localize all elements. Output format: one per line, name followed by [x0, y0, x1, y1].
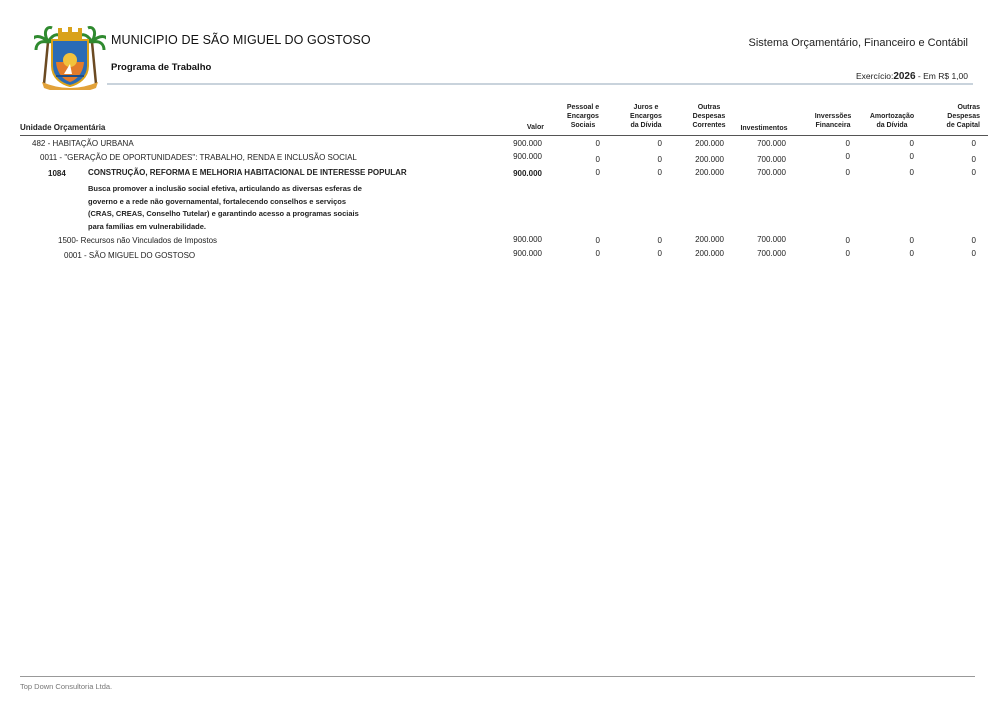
- col-header-juros: Juros e Encargos da Dívida: [630, 104, 662, 129]
- cell-juros: 0: [657, 249, 662, 258]
- cell-pessoal: 0: [595, 155, 600, 164]
- cell-pessoal: 0: [595, 168, 600, 177]
- cell-investimentos: 700.000: [757, 155, 786, 164]
- cell-inversoes: 0: [845, 236, 850, 245]
- cell-inversoes: 0: [845, 168, 850, 177]
- col-header-pessoal: Pessoal e Encargos Sociais: [566, 104, 600, 129]
- cell-outras-capital: 0: [971, 139, 976, 148]
- col-header-outras-capital: Outras Despesas de Capital: [946, 104, 980, 129]
- cell-amortizacao: 0: [909, 236, 914, 245]
- cell-outras-correntes: 200.000: [695, 168, 724, 177]
- cell-valor: 900.000: [513, 235, 542, 244]
- col-header-valor: Valor: [526, 124, 544, 131]
- report-title: Programa de Trabalho: [111, 62, 212, 73]
- header-divider: [107, 83, 973, 85]
- cell-outras-capital: 0: [971, 236, 976, 245]
- municipality-name: MUNICIPIO DE SÃO MIGUEL DO GOSTOSO: [111, 33, 371, 47]
- cell-inversoes: 0: [845, 139, 850, 148]
- cell-investimentos: 700.000: [757, 168, 786, 177]
- cell-outras-correntes: 200.000: [695, 139, 724, 148]
- cell-outras-correntes: 200.000: [695, 155, 724, 164]
- system-name: Sistema Orçamentário, Financeiro e Contábil: [748, 37, 968, 49]
- cell-outras-capital: 0: [971, 155, 976, 164]
- header-separator: [20, 135, 988, 136]
- action-code: 1084: [48, 169, 66, 178]
- cell-amortizacao: 0: [909, 152, 914, 161]
- exercicio-year: 2026: [893, 71, 916, 82]
- action-description: Busca promover a inclusão social efetiva, articulando as diversas esferas de governo e a rede não governamental, fortalecendo conselhos e serviços (CRAS, CREAS, Conselho Tutelar) e garantindo acesso a programas sociais para famílias em vulnerabilidade.: [88, 184, 362, 231]
- cell-juros: 0: [657, 155, 662, 164]
- municipal-coat-of-arms-logo: [34, 24, 106, 90]
- cell-pessoal: 0: [595, 139, 600, 148]
- cell-investimentos: 700.000: [757, 235, 786, 244]
- row-label: 0001 - SÃO MIGUEL DO GOSTOSO: [64, 251, 196, 260]
- cell-investimentos: 700.000: [757, 139, 786, 148]
- cell-valor: 900.000: [513, 169, 542, 178]
- cell-inversoes: 0: [845, 249, 850, 258]
- col-header-investimentos: Investimentos: [740, 125, 788, 132]
- cell-juros: 0: [657, 236, 662, 245]
- cell-outras-correntes: 200.000: [695, 235, 724, 244]
- footer-company: Top Down Consultoria Ltda.: [20, 682, 113, 691]
- exercicio-info: [856, 71, 968, 82]
- cell-juros: 0: [657, 139, 662, 148]
- cell-juros: 0: [657, 168, 662, 177]
- exercicio-label: Exercício:: [855, 71, 894, 81]
- cell-valor: 900.000: [513, 139, 542, 148]
- col-header-unidade: Unidade Orçamentária: [20, 123, 106, 132]
- col-header-amortizacao: Amortozação da Dívida: [869, 113, 915, 129]
- row-label: CONSTRUÇÃO, REFORMA E MELHORIA HABITACIONAL DE INTERESSE POPULAR: [88, 168, 407, 177]
- cell-valor: 900.000: [513, 249, 542, 258]
- row-label: 482 - HABITAÇÃO URBANA: [32, 139, 134, 148]
- cell-amortizacao: 0: [909, 249, 914, 258]
- cell-inversoes: 0: [845, 152, 850, 161]
- cell-pessoal: 0: [595, 236, 600, 245]
- exercicio-suffix: - Em R$ 1,00: [915, 71, 968, 81]
- col-header-outras-correntes: Outras Despesas Correntes: [692, 104, 726, 129]
- col-header-inversoes: Inverssões Financeira: [814, 113, 852, 129]
- cell-amortizacao: 0: [909, 139, 914, 148]
- cell-outras-correntes: 200.000: [695, 249, 724, 258]
- cell-outras-capital: 0: [971, 249, 976, 258]
- cell-outras-capital: 0: [971, 168, 976, 177]
- cell-pessoal: 0: [595, 249, 600, 258]
- row-label: 0011 - "GERAÇÃO DE OPORTUNIDADES": TRABALHO, RENDA E INCLUSÃO SOCIAL: [40, 153, 357, 162]
- cell-investimentos: 700.000: [757, 249, 786, 258]
- cell-valor: 900.000: [513, 152, 542, 161]
- row-label: 1500- Recursos não Vinculados de Impostos: [58, 236, 218, 245]
- cell-amortizacao: 0: [909, 168, 914, 177]
- footer-divider: [20, 676, 975, 677]
